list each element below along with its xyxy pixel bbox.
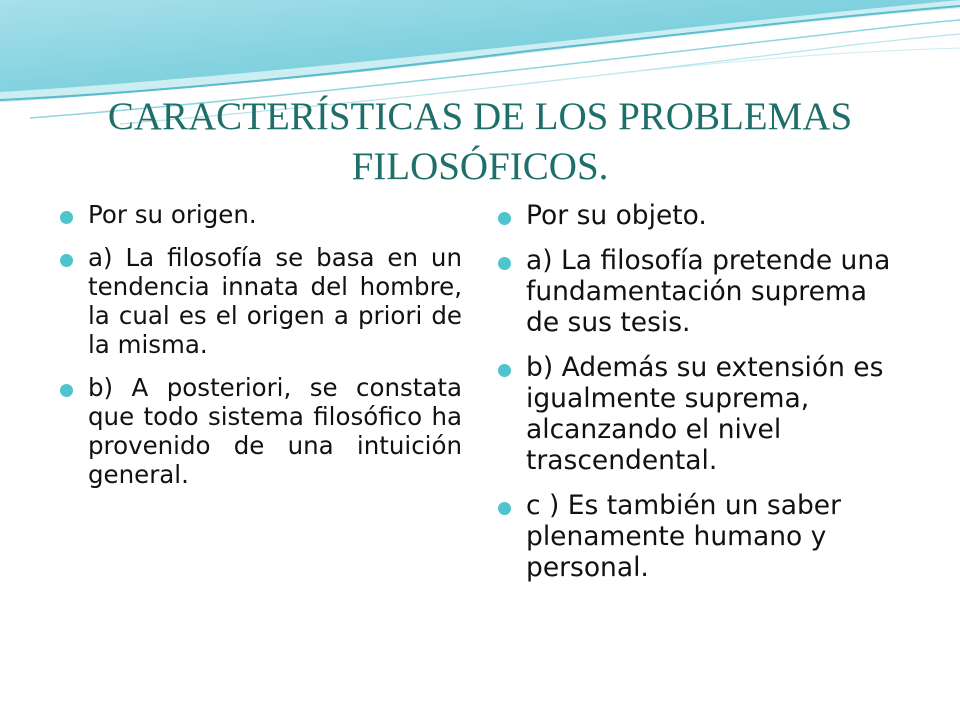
bullet-icon <box>498 502 511 515</box>
bullet-icon <box>498 257 511 270</box>
list-item <box>60 243 462 359</box>
bullet-icon <box>498 364 511 377</box>
bullet-text: c ) Es también un saber plenamente humano y personal. <box>526 490 841 583</box>
bullet-text: Por su origen. <box>88 200 257 229</box>
wave-line-4 <box>560 48 960 80</box>
bullet-text: a) La filosofía se basa en un tendencia innata del hombre, la cual es el origen a priori de la misma. <box>88 243 462 359</box>
slide-title: CARACTERÍSTICAS DE LOS PROBLEMAS FILOSÓFICOS. <box>107 95 853 188</box>
bullet-text: Por su objeto. <box>526 200 707 231</box>
bullet-icon <box>60 254 73 267</box>
left-column-list <box>60 200 462 503</box>
bullet-text: b) A posteriori, se constata que todo sistema filosófico ha provenido de una intuición general. <box>88 373 462 489</box>
bullet-icon <box>498 212 511 225</box>
bullet-text: a) La filosofía pretende una fundamentación suprema de sus tesis. <box>526 245 891 338</box>
list-item <box>498 352 898 476</box>
bullet-text: b) Además su extensión es igualmente suprema, alcanzando el nivel trascendental. <box>526 352 884 476</box>
bullet-icon <box>60 211 73 224</box>
list-item <box>60 373 462 489</box>
list-item <box>498 245 898 338</box>
right-column-list <box>498 200 898 597</box>
bullet-icon <box>60 384 73 397</box>
list-item <box>498 490 898 583</box>
list-item <box>498 200 898 231</box>
list-item <box>60 200 462 229</box>
